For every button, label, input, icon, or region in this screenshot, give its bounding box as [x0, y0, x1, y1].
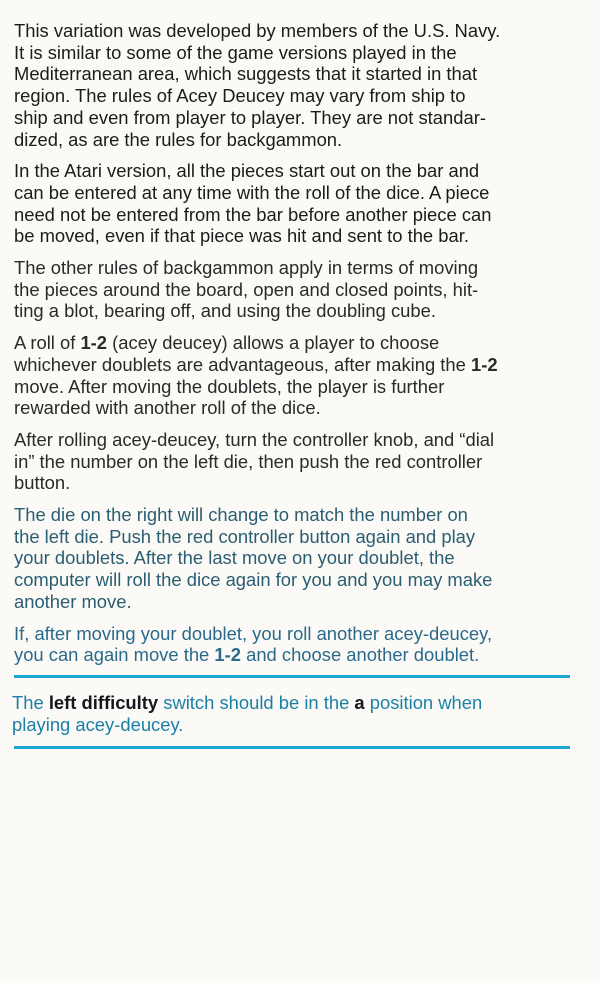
- text-line: A roll of 1-2 (acey deucey) allows a player to choose: [14, 332, 440, 354]
- text-line: in” the number on the left die, then push the red controller: [14, 450, 483, 472]
- paragraph-acey-deucey-roll: [14, 332, 570, 419]
- text-line: dized, as are the rules for backgammon.: [14, 128, 343, 150]
- text-line: ship and even from player to player. They are not standar-: [14, 106, 486, 128]
- text-line: After rolling acey-deucey, turn the controller knob, and “dial: [14, 428, 495, 450]
- text-line: move. After moving the doublets, the player is further: [14, 375, 445, 397]
- divider-bottom: [14, 746, 570, 749]
- text-line: the pieces around the board, open and closed points, hit-: [14, 278, 479, 300]
- text-line: This variation was developed by members of the U.S. Navy.: [14, 20, 501, 41]
- text-line: rewarded with another roll of the dice.: [14, 397, 321, 419]
- text-line: be moved, even if that piece was hit and sent to the bar.: [14, 225, 469, 247]
- paragraph-other-rules: [14, 257, 570, 322]
- text-line: another move.: [14, 590, 132, 612]
- text-line: In the Atari version, all the pieces start out on the bar and: [14, 160, 480, 182]
- divider-top: [14, 675, 570, 678]
- text-line: need not be entered from the bar before another piece can: [14, 203, 492, 225]
- text-line: your doublets. After the last move on your doublet, the: [14, 547, 455, 569]
- difficulty-note: [12, 692, 572, 735]
- text-line: computer will roll the dice again for you and you may make: [14, 569, 493, 591]
- text-line: The other rules of backgammon apply in terms of moving: [14, 257, 479, 279]
- text-line: The die on the right will change to match the number on: [14, 504, 468, 526]
- paragraph-dial-in: [14, 429, 570, 494]
- paragraph-navy-origin: [14, 20, 570, 150]
- text-line: ting a blot, bearing off, and using the doubling cube.: [14, 300, 436, 322]
- text-line: the left die. Push the red controller button again and play: [14, 525, 476, 547]
- note-line: The left difficulty switch should be in the a position when: [12, 692, 483, 713]
- text-line: If, after moving your doublet, you roll another acey-deucey,: [14, 622, 493, 644]
- paragraph-die-match: [14, 504, 570, 613]
- text-line: can be entered at any time with the roll of the dice. A piece: [14, 181, 490, 203]
- paragraph-repeat-roll: [14, 623, 570, 666]
- text-line: region. The rules of Acey Deucey may vary from ship to: [14, 85, 466, 107]
- text-line: It is similar to some of the game versions played in the: [14, 41, 457, 63]
- text-line: whichever doublets are advantageous, after making the 1-2: [14, 353, 498, 375]
- text-line: you can again move the 1-2 and choose another doublet.: [14, 644, 480, 666]
- note-line: playing acey-deucey.: [12, 713, 184, 735]
- text-line: button.: [14, 472, 71, 494]
- paragraph-atari-version: [14, 160, 570, 247]
- text-line: Mediterranean area, which suggests that it started in that: [14, 63, 478, 85]
